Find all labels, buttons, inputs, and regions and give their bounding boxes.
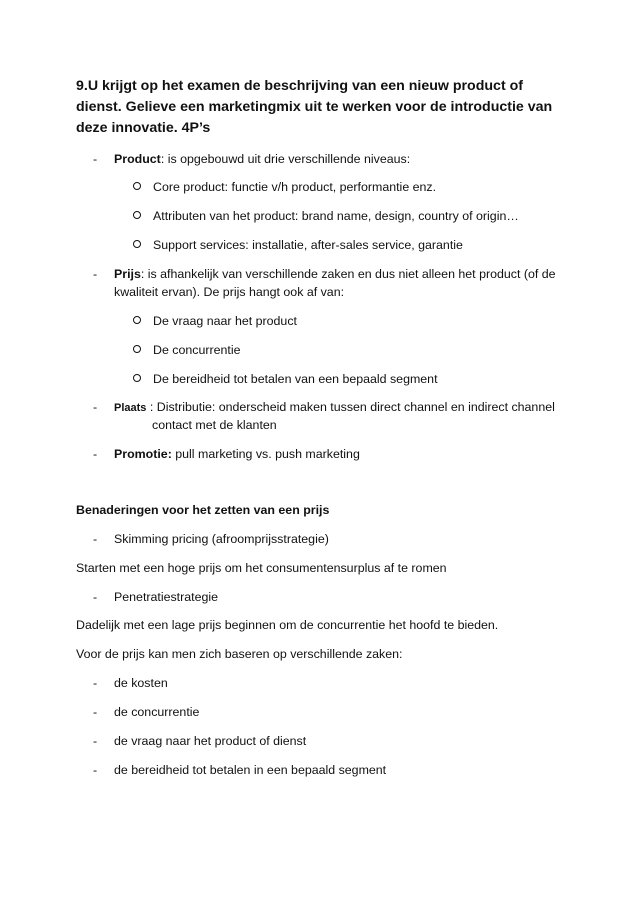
circle-bullet-icon	[133, 240, 141, 248]
promotie-text: pull marketing vs. push marketing	[171, 447, 360, 461]
dash-bullet: -	[93, 447, 98, 461]
list-item-text	[114, 150, 566, 168]
dash-bullet: -	[93, 705, 98, 719]
prijs-factor: De bereidheid tot betalen van een bepaald segment	[153, 372, 438, 386]
list-item-text: de bereidheid tot betalen in een bepaald segment	[114, 763, 387, 777]
penetratie-description: Dadelijk met een lage prijs beginnen om de concurrentie het hoofd te bieden.	[76, 618, 499, 632]
dash-bullet: -	[93, 763, 98, 777]
circle-bullet-icon	[133, 182, 141, 190]
circle-bullet-icon	[133, 374, 141, 382]
dash-bullet: -	[93, 400, 98, 414]
dash-bullet: -	[93, 734, 98, 748]
dash-bullet: -	[93, 590, 98, 604]
prijs-factor: De concurrentie	[153, 343, 241, 357]
plaats-continuation: contact met de klanten	[152, 418, 277, 432]
dash-bullet: -	[93, 532, 98, 546]
product-label: Product	[114, 152, 161, 166]
dash-bullet: -	[93, 152, 98, 166]
plaats-label: Plaats	[114, 402, 147, 414]
product-level: Attributen van het product: brand name, design, country of origin…	[153, 209, 519, 223]
dash-bullet: -	[93, 676, 98, 690]
promotie-label: Promotie:	[114, 447, 172, 461]
circle-bullet-icon	[133, 211, 141, 219]
prijs-text: : is afhankelijk van verschillende zaken en dus niet alleen het product (of de kwaliteit ervan). De prijs hangt ook af van:	[114, 267, 556, 299]
plaats-text: : Distributie: onderscheid maken tussen direct channel en indirect channel	[146, 400, 555, 414]
section-title: Benaderingen voor het zetten van een prijs	[76, 503, 330, 517]
prijs-label: Prijs	[114, 267, 141, 281]
basis-intro: Voor de prijs kan men zich baseren op verschillende zaken:	[76, 647, 403, 661]
list-item-text	[114, 445, 566, 463]
circle-bullet-icon	[133, 345, 141, 353]
product-level: Core product: functie v/h product, performantie enz.	[153, 180, 437, 194]
dash-bullet: -	[93, 267, 98, 281]
question-heading: 9.U krijgt op het examen de beschrijving van een nieuw product of dienst. Gelieve een marketingmix uit te werken voor de introductie van deze innovatie. 4P’s	[76, 78, 553, 136]
list-item-text: Penetratiestrategie	[114, 590, 219, 604]
product-text: : is opgebouwd uit drie verschillende niveaus:	[160, 152, 411, 166]
circle-bullet-icon	[133, 316, 141, 324]
list-item-text: de kosten	[114, 676, 168, 690]
list-item-text: de concurrentie	[114, 705, 200, 719]
product-level: Support services: installatie, after-sales service, garantie	[153, 238, 463, 252]
list-item-text	[114, 265, 566, 301]
list-item-text: de vraag naar het product of dienst	[114, 734, 307, 748]
list-item-text	[114, 398, 566, 417]
prijs-factor: De vraag naar het product	[153, 314, 297, 328]
skimming-description: Starten met een hoge prijs om het consumentensurplus af te romen	[76, 561, 447, 575]
list-item-text: Skimming pricing (afroomprijsstrategie)	[114, 532, 329, 546]
